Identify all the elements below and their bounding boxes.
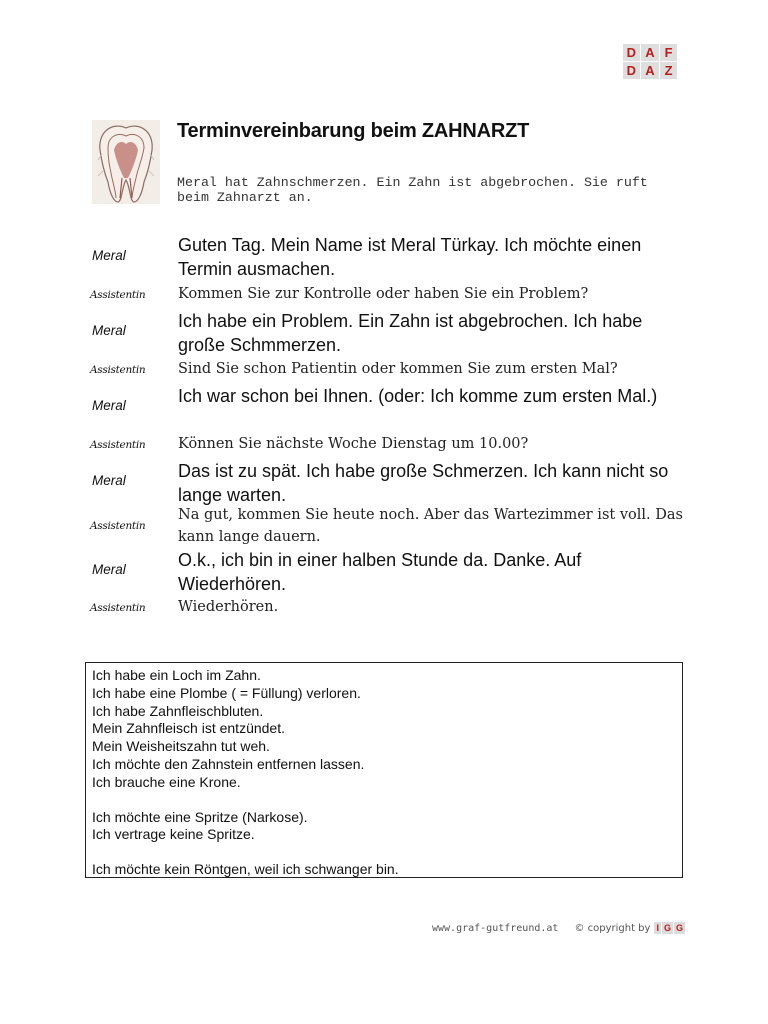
igg-letter: I [656, 923, 659, 933]
speaker-label: Meral [92, 323, 126, 338]
phrase-line: Ich möchte den Zahnstein entfernen lassen. [92, 755, 365, 772]
dialog-line: Ich habe ein Problem. Ein Zahn ist abgebrochen. Ich habe große Schmmerzen. [178, 311, 643, 355]
phrase-line: Ich möchte kein Röntgen, weil ich schwanger bin. [92, 861, 399, 878]
speaker-label: Assistentin [90, 602, 146, 614]
logo-letter: A [641, 62, 659, 79]
website-link[interactable]: www.graf-gutfreund.at [432, 922, 559, 934]
dialog-line: O.k., ich bin in einer halben Stunde da. Danke. Auf Wiederhören. [178, 550, 582, 594]
dialog-line: Ich war schon bei Ihnen. (oder: Ich komme zum ersten Mal.) [178, 386, 658, 406]
dialog-line: Können Sie nächste Woche Dienstag um 10.00? [178, 436, 529, 452]
tooth-illustration [92, 120, 160, 204]
logo-letter: F [660, 44, 678, 61]
speaker-label: Meral [92, 248, 126, 263]
logo-letter: D [623, 44, 641, 61]
dialog-line: Na gut, kommen Sie heute noch. Aber das Wartezimmer ist voll. Das kann lange dauern. [178, 507, 683, 545]
spacer [92, 792, 676, 809]
spacer [92, 844, 676, 861]
dialog-line: Das ist zu spät. Ich habe große Schmerzen. Ich kann nicht so lange warten. [178, 461, 669, 505]
logo-letter: Z [660, 62, 678, 79]
speaker-label: Assistentin [90, 289, 146, 301]
speaker-label: Assistentin [90, 520, 146, 532]
phrase-line: Ich habe eine Plombe ( = Füllung) verloren. [92, 684, 361, 701]
speaker-label: Meral [92, 398, 126, 413]
dialog-line: Kommen Sie zur Kontrolle oder haben Sie ein Problem? [178, 286, 589, 302]
logo-letter: A [641, 44, 659, 61]
dialog-line: Guten Tag. Mein Name ist Meral Türkay. Ich möchte einen Termin ausmachen. [178, 235, 642, 279]
phrase-line: Ich möchte eine Spritze (Narkose). [92, 808, 308, 825]
speaker-label: Meral [92, 562, 126, 577]
phrase-line: Ich brauche eine Krone. [92, 773, 241, 790]
igg-logo [654, 922, 686, 934]
speaker-label: Meral [92, 473, 126, 488]
logo-letter: D [623, 62, 641, 79]
intro-text: Meral hat Zahnschmerzen. Ein Zahn ist abgebrochen. Sie ruft beim Zahnarzt an. [177, 175, 648, 205]
page-title: Terminvereinbarung beim ZAHNARZT [177, 120, 530, 142]
phrases-box [85, 662, 683, 878]
footer [432, 922, 686, 934]
phrase-line: Ich habe ein Loch im Zahn. [92, 667, 261, 683]
speaker-label: Assistentin [90, 364, 146, 376]
phrase-line: Ich habe Zahnfleischbluten. [92, 702, 264, 719]
phrase-line: Mein Zahnfleisch ist entzündet. [92, 720, 285, 737]
igg-letter: G [663, 923, 671, 933]
phrase-line: Ich vertrage keine Spritze. [92, 826, 255, 843]
phrase-line: Mein Weisheitszahn tut weh. [92, 738, 270, 755]
dialog-line: Wiederhören. [178, 599, 279, 615]
igg-letter: G [675, 923, 683, 933]
dafdaz-logo [622, 43, 678, 79]
speaker-label: Assistentin [90, 439, 146, 451]
copyright-text: © copyright by [574, 922, 651, 934]
dialog-line: Sind Sie schon Patientin oder kommen Sie zum ersten Mal? [178, 361, 618, 377]
